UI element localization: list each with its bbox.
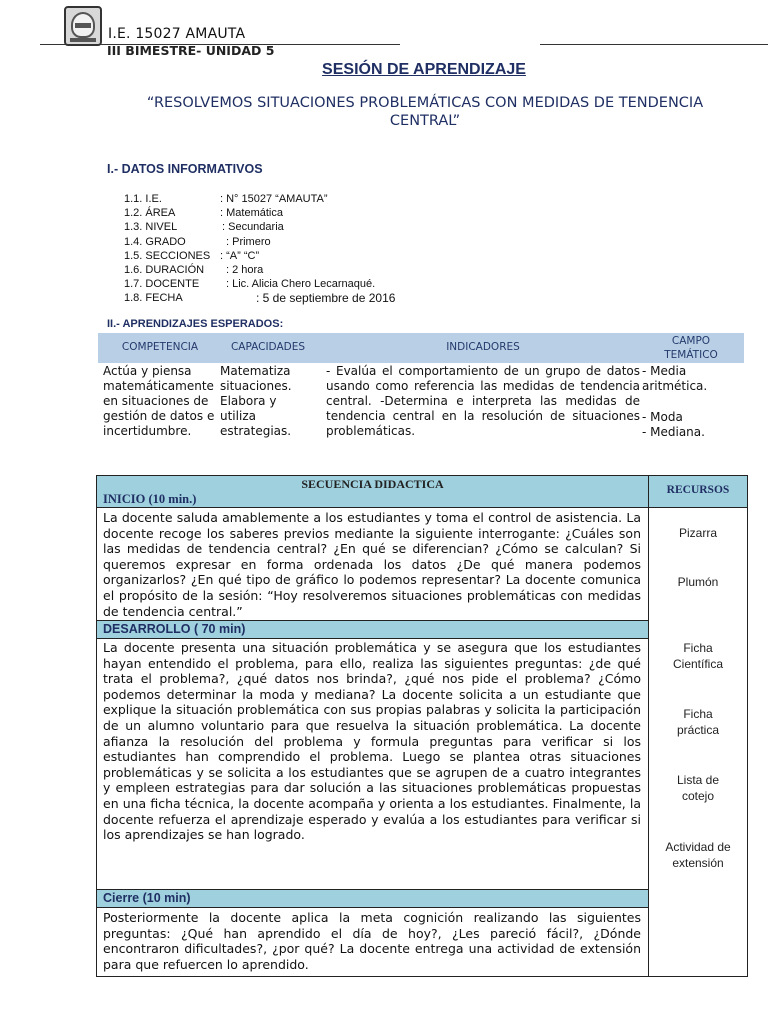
- col-indicadores: INDICADORES: [446, 341, 520, 353]
- resources-title: RECURSOS: [666, 484, 730, 496]
- section-heading-aprendizajes: II.- APRENDIZAJES ESPERADOS:: [107, 318, 284, 330]
- resource-plumon: Plumón: [677, 575, 719, 589]
- col-capacidades: CAPACIDADES: [230, 341, 306, 353]
- resource-ficha-practica: Ficha práctica: [676, 707, 720, 737]
- sequence-title: SECUENCIA DIDACTICA: [301, 477, 444, 491]
- inicio-text: La docente saluda amablemente a los estudiantes y toma el control de asistencia. La docente recoge los saberes previos mediante la siguiente interrogante: ¿Cuáles son las medidas de tendencia central? ¿En qué se diferencian? ¿Cómo se calculan? Si queremos expresar en forma ordenada los datos ¿De qué manera podemos organizarlos? ¿En qué tipo de gráfico lo podemos representar? La docente comunica el propósito de la sesión: “Hoy resolveremos situaciones problemáticas con medidas de tendencia central.”: [103, 510, 641, 619]
- cierre-text: Posteriormente la docente aplica la meta cognición realizando las siguientes preguntas: ¿Qué han aprendido el día de hoy?, ¿Les pareció fácil?, ¿Dónde encontraron dificultades?, ¿por qué? La docente entrega una actividad de extensión para que refuercen lo aprendido.: [103, 910, 641, 972]
- resource-lista-cotejo: Lista de cotejo: [676, 773, 720, 803]
- col-campo-tematico: CAMPO TEMÁTICO: [664, 335, 718, 361]
- cell-indicadores: - Evalúa el comportamiento de un grupo de datos usando como referencia las medidas de tendencia central. -Determina e interpreta las medidas de tendencia central en la resolución de situaciones problemáticas.: [326, 364, 640, 438]
- cell-campo-media: - Media aritmética.: [642, 364, 708, 393]
- cell-campo-mediana: - Mediana.: [642, 425, 705, 439]
- resource-actividad-extension: Actividad de extensión: [665, 840, 731, 870]
- cell-competencia: Actúa y piensa matemáticamente en situaciones de gestión de datos e incertidumbre.: [103, 364, 215, 438]
- resource-ficha-cientifica: Ficha Científica: [672, 641, 724, 671]
- resource-pizarra: Pizarra: [678, 526, 717, 540]
- header-divider-right: [540, 44, 768, 45]
- institution-name: I.E. 15027 AMAUTA: [108, 26, 246, 42]
- session-subtitle: “RESOLVEMOS SITUACIONES PROBLEMÁTICAS CON MEDIDAS DE TENDENCIA CENTRAL”: [146, 95, 704, 129]
- desarrollo-text: La docente presenta una situación problemática y se asegura que los estudiantes hayan entendido el problema, para ello, realiza las siguientes preguntas: ¿de qué trata el problema?, ¿qué datos nos brinda?, ¿qué nos pide el problema? ¿Cómo podemos determinar la moda y mediana? La docente solicita a un estudiante que explique la situación problemática con sus propias palabras y solicita la participación de un alumno voluntario para que resuelva la situación problemática. La docente afianza la resolución del problema y formula preguntas para verificar si los estudiantes han comprendido el problema. Luego se plantea otras situaciones problemáticas y se solicita a los estudiantes que se agrupen de a cuatro integrantes y empleen estrategias para dar solución a las situaciones problemáticas propuestas en una ficha técnica, la docente acompaña y orienta a los estudiantes. Finalmente, la docente refuerza el aprendizaje esperado y evalúa a los estudiantes para verificar si los aprendizajes se han logrado.: [103, 640, 641, 843]
- period-label: III BIMESTRE- UNIDAD 5: [107, 43, 275, 58]
- section-heading-datos: I.- DATOS INFORMATIVOS: [107, 162, 263, 176]
- cierre-label: Cierre (10 min): [103, 891, 191, 905]
- cell-campo-moda: - Moda: [642, 410, 683, 424]
- page-title: SESIÓN DE APRENDIZAJE: [322, 61, 526, 78]
- cell-capacidades: Matematiza situaciones. Elabora y utiliza estrategias.: [220, 364, 292, 438]
- desarrollo-label: DESARROLLO ( 70 min): [103, 622, 246, 636]
- shield-icon: [71, 12, 95, 38]
- col-competencia: COMPETENCIA: [121, 341, 199, 353]
- school-logo: [64, 6, 102, 46]
- inicio-label: INICIO (10 min.): [103, 492, 197, 506]
